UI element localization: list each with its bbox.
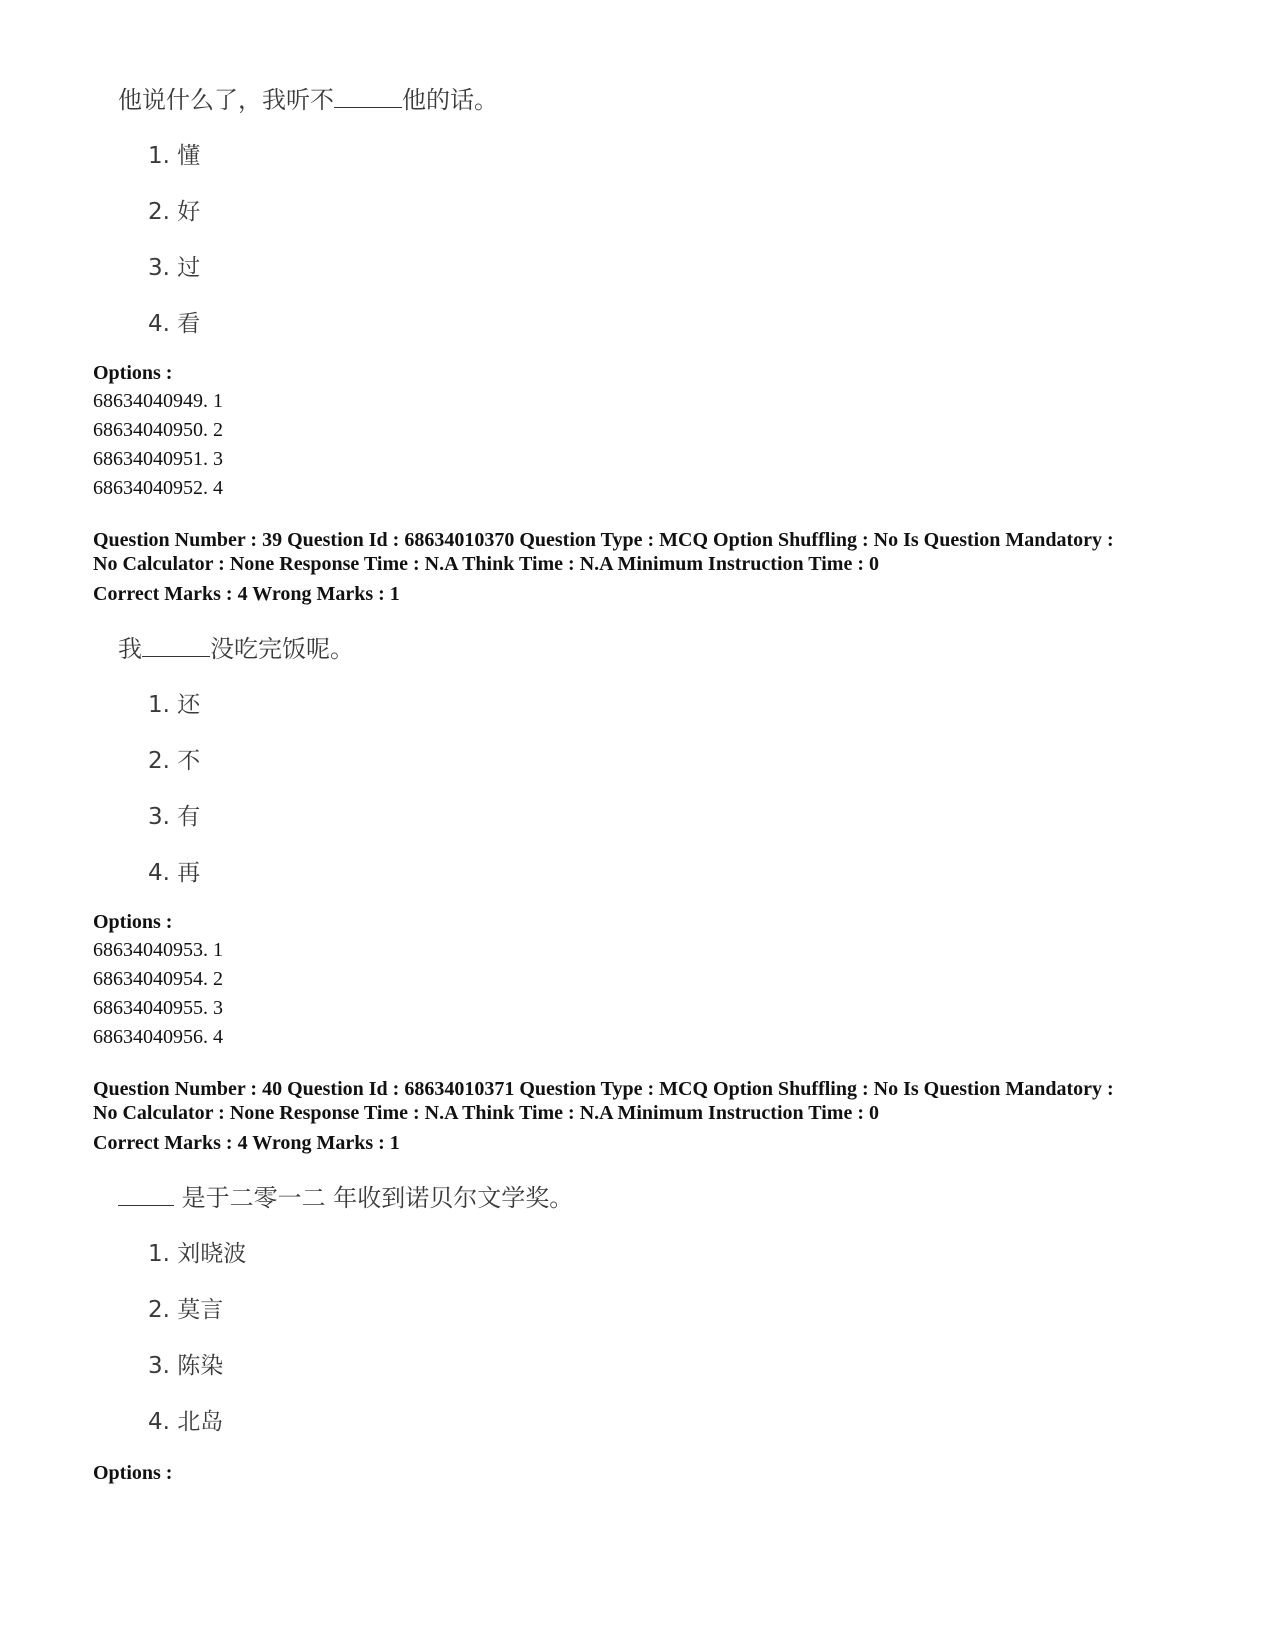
answer-blank — [334, 85, 402, 108]
question-40-choice-3: 3. 陈染 — [148, 1353, 224, 1379]
question-40-choice-1: 1. 刘晓波 — [148, 1241, 247, 1267]
question-40-options — [93, 1459, 1193, 1487]
question-40-stem — [118, 1178, 573, 1213]
option-line: 68634040949. 1 — [93, 390, 223, 412]
question-39-choice-1: 1. 还 — [148, 692, 201, 718]
question-39-stem — [118, 629, 354, 664]
question-40-choice-2: 2. 莫言 — [148, 1297, 224, 1323]
question-38-choice-1: 1. 懂 — [148, 143, 201, 169]
option-line: 68634040953. 1 — [93, 939, 223, 961]
question-38-stem — [118, 80, 498, 115]
question-40-choice-4: 4. 北岛 — [148, 1409, 224, 1435]
answer-blank — [142, 634, 210, 657]
options-label: Options : — [93, 911, 173, 933]
option-line: 68634040955. 3 — [93, 997, 223, 1019]
question-39-stem-before: 我 — [118, 635, 142, 663]
option-line: 68634040954. 2 — [93, 968, 223, 990]
question-meta-line: No Calculator : None Response Time : N.A Think Time : N.A Minimum Instruction Time : 0 — [93, 553, 879, 575]
options-label: Options : — [93, 362, 173, 384]
question-meta-line: Question Number : 39 Question Id : 68634010370 Question Type : MCQ Option Shuffling : No Is Question Mandatory : — [93, 529, 1114, 551]
question-39-stem-after: 没吃完饭呢。 — [210, 635, 354, 663]
option-line: 68634040956. 4 — [93, 1026, 223, 1048]
question-meta-line: Question Number : 40 Question Id : 68634010371 Question Type : MCQ Option Shuffling : No Is Question Mandatory : — [93, 1078, 1114, 1100]
question-38-choice-3: 3. 过 — [148, 255, 201, 281]
question-38-options — [93, 359, 1193, 503]
question-38-stem-before: 他说什么了，我听不 — [118, 86, 334, 114]
answer-blank — [118, 1183, 174, 1206]
question-39-header — [93, 528, 1193, 608]
question-38-stem-after: 他的话。 — [402, 86, 498, 114]
question-40-header — [93, 1077, 1193, 1157]
question-39-choice-2: 2. 不 — [148, 748, 201, 774]
question-40-stem-after: 是于二零一二 年收到诺贝尔文学奖。 — [174, 1184, 574, 1212]
options-label: Options : — [93, 1462, 173, 1484]
question-39-choice-3: 3. 有 — [148, 804, 201, 830]
question-marks: Correct Marks : 4 Wrong Marks : 1 — [93, 583, 400, 605]
question-39-choice-4: 4. 再 — [148, 860, 201, 886]
option-line: 68634040952. 4 — [93, 477, 223, 499]
question-meta-line: No Calculator : None Response Time : N.A Think Time : N.A Minimum Instruction Time : 0 — [93, 1102, 879, 1124]
question-39-options — [93, 908, 1193, 1052]
question-38-choice-4: 4. 看 — [148, 311, 201, 337]
option-line: 68634040951. 3 — [93, 448, 223, 470]
option-line: 68634040950. 2 — [93, 419, 223, 441]
question-38-choice-2: 2. 好 — [148, 199, 201, 225]
question-marks: Correct Marks : 4 Wrong Marks : 1 — [93, 1132, 400, 1154]
